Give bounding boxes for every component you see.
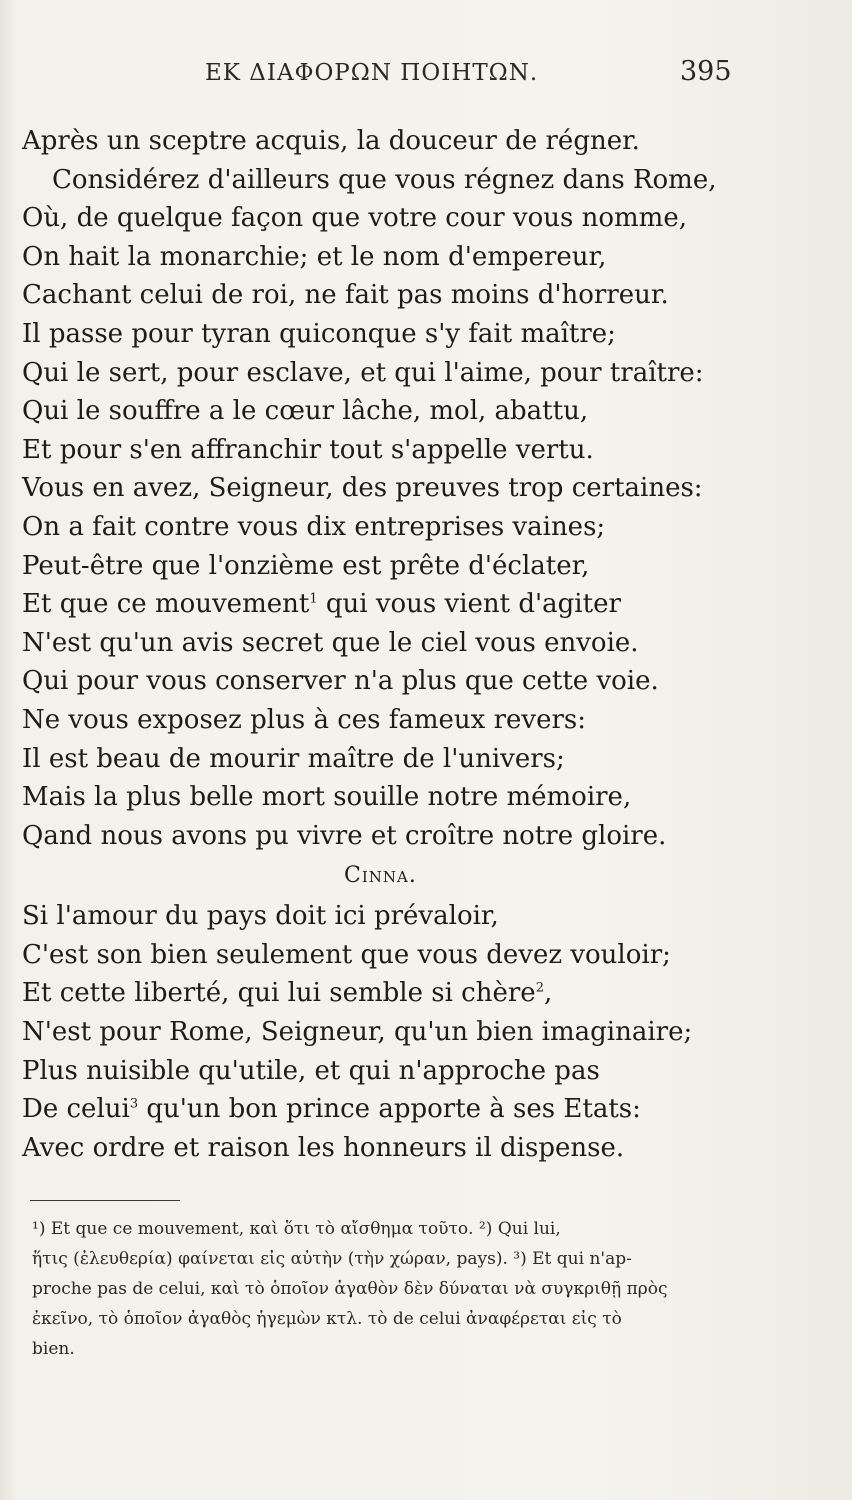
verse-line: Plus nuisible qu'utile, et qui n'approche pas [22,1055,600,1086]
verse-line: Et cette liberté, qui lui semble si chère$^2$, [22,978,553,1009]
verse-line: Où, de quelque façon que votre cour vous nomme, [22,203,687,234]
verse-line: Qand nous avons pu vivre et croître notre gloire. [22,820,667,851]
verse-text [22,122,752,1167]
verse-line: On hait la monarchie; et le nom d'empereur, [22,241,607,272]
verse-line: C'est son bien seulement que vous devez vouloir; [22,939,671,970]
verse-line: Ne vous exposez plus à ces fameux revers: [22,704,587,735]
footnote-ref: 2 [535,980,544,996]
verse-block-2 [22,897,752,1167]
verse-line: Et pour s'en affranchir tout s'appelle vertu. [22,434,594,465]
verse-line: Qui le souffre a le cœur lâche, mol, abattu, [22,396,589,427]
verse-block-1 [22,122,752,855]
speaker-name: Cinna. [344,863,417,889]
verse-line: Vous en avez, Seigneur, des preuves trop certaines: [22,473,703,504]
footnote-line: ἐκεῖνο, τὸ ὁποῖον ἀγαθὸς ἡγεμὼν κτλ. τὸ de celui ἀναφέρεται εἰς τὸ [32,1309,622,1329]
verse-line: Peut-être que l'onzième est prête d'éclater, [22,550,590,581]
verse-line: N'est pour Rome, Seigneur, qu'un bien imaginaire; [22,1017,693,1048]
verse-line: Avec ordre et raison les honneurs il dispense. [22,1132,625,1163]
verse-line: On a fait contre vous dix entreprises vaines; [22,511,606,542]
verse-line: Mais la plus belle mort souille notre mémoire, [22,782,632,813]
verse-line: Si l'amour du pays doit ici prévaloir, [22,901,499,932]
verse-line: Cachant celui de roi, ne fait pas moins d'horreur. [22,280,669,311]
footnote-line: bien. [32,1339,75,1359]
page-number: 395 [680,56,732,87]
footnote-line: ἥτις (ἐλευθερία) φαίνεται εἰς αὐτὴν (τὴν χώραν, pays). ³) Et qui n'ap- [32,1249,632,1269]
verse-line: Qui pour vous conserver n'a plus que cette voie. [22,666,659,697]
verse-line: Après un sceptre acquis, la douceur de régner. [22,126,640,156]
footnote-ref: 1 [309,591,318,607]
verse-line: De celui$^3$ qu'un bon prince apporte à ses Etats: [22,1094,641,1125]
verse-line: Il est beau de mourir maître de l'univers; [22,743,565,774]
page-header [0,56,852,96]
verse-line: Qui le sert, pour esclave, et qui l'aime, pour traître: [22,357,704,388]
footnote-line: proche pas de celui, καὶ τὸ ὁποῖον ἀγαθὸν δὲν δύναται νὰ συγκριθῇ πρὸς [32,1279,668,1299]
footnote-rule [30,1200,180,1201]
verse-line: Et que ce mouvement$^1$ qui vous vient d'agiter [22,589,621,620]
verse-line: Considérez d'ailleurs que vous régnez dans Rome, [52,164,717,195]
footnotes [32,1214,762,1364]
footnote-ref: 3 [129,1096,139,1112]
running-title: ΕΚ ΔΙΑΦΟΡΩΝ ΠΟΙΗΤΩΝ. [205,60,539,86]
verse-line: N'est qu'un avis secret que le ciel vous envoie. [22,627,639,658]
footnote-line: ¹) Et que ce mouvement, καὶ ὅτι τὸ αἴσθημα τοῦτο. ²) Qui lui, [32,1219,561,1239]
verse-line: Il passe pour tyran quiconque s'y fait maître; [22,318,616,349]
